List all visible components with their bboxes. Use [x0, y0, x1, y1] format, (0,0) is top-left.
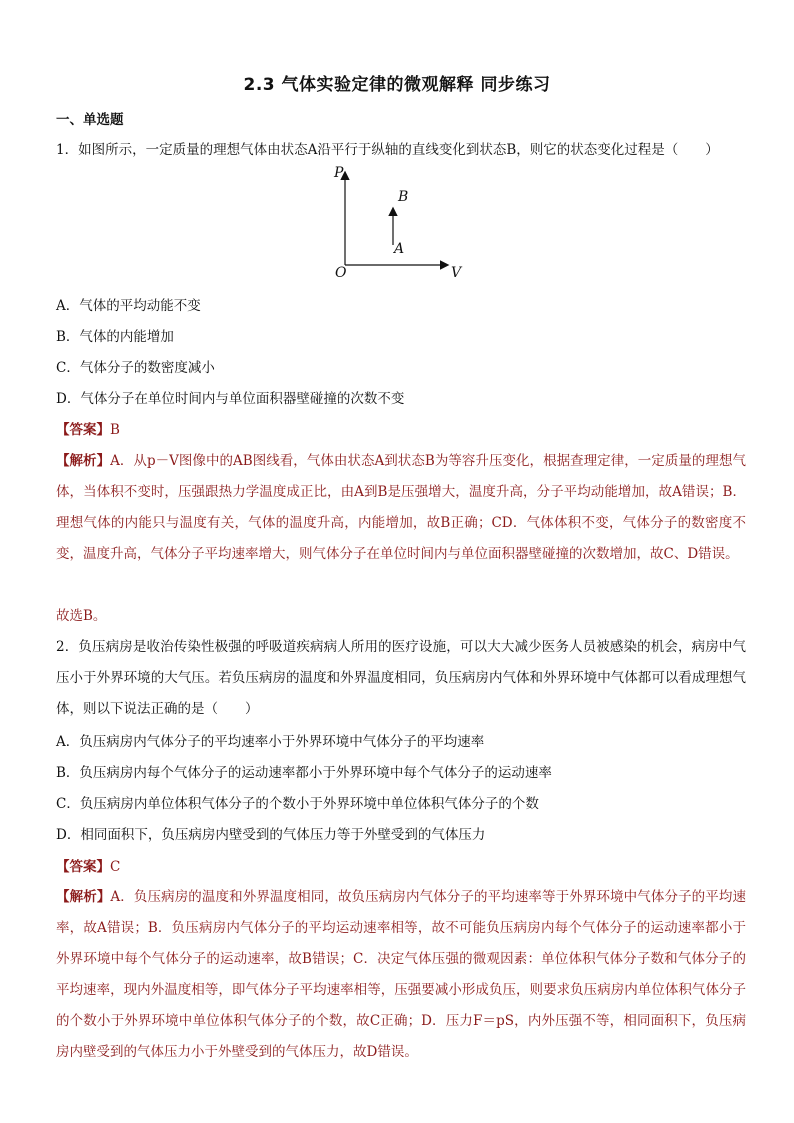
- analysis-tag: 【解析】: [56, 889, 111, 905]
- point-a-label: A: [394, 241, 405, 257]
- q1-conclusion: 故选B。: [56, 608, 107, 624]
- analysis-text: A．从p－V图像中的AB图线看，气体由状态A到状态B为等容升压变化，根据查理定律，一定质量的理想气体，当体积不变时，压强跟热力学温度成正比，由A到B是压强增大，温度升高，分子平均动能增加，故A错误；B．理想气体的内能只与温度有关，气体的温度升高，内能增加，故B正确；CD．气体体积不变，气体分子的数密度不变，温度升高，气体分子平均速率增大，则气体分子在单位时间内与单位面积器壁碰撞的次数增加，故C、D错误。: [56, 453, 746, 562]
- pv-diagram: [322, 165, 467, 285]
- section-heading: 一、单选题: [56, 112, 124, 128]
- q1-analysis: [56, 446, 746, 570]
- point-b-label: B: [398, 189, 409, 205]
- q2-option-a: A．负压病房内气体分子的平均速率小于外界环境中气体分子的平均速率: [56, 734, 485, 750]
- q1-answer: [56, 420, 120, 440]
- p-axis-label: P: [334, 165, 344, 181]
- q2-option-b: B．负压病房内每个气体分子的运动速率都小于外界环境中每个气体分子的运动速率: [56, 765, 552, 781]
- q1-option-b: B．气体的内能增加: [56, 329, 174, 345]
- q1-option-c: C．气体分子的数密度减小: [56, 360, 215, 376]
- analysis-text: A．负压病房的温度和外界温度相同，故负压病房内气体分子的平均速率等于外界环境中气体分子的平均速率，故A错误；B．负压病房内气体分子的平均运动速率相等，故不可能负压病房内每个气体分子的运动速率都小于外界环境中每个气体分子的运动速率，故B错误；C．决定气体压强的微观因素：单位体积气体分子数和气体分子的平均速率，现内外温度相等，即气体分子平均速率相等，压强要减小形成负压，则要求负压病房内单位体积气体分子的个数小于外界环境中单位体积气体分子的个数，故C正确；D．压力F＝pS，内外压强不等，相同面积下，负压病房内壁受到的气体压力小于外壁受到的气体压力，故D错误。: [56, 889, 746, 1060]
- q2-option-d: D．相同面积下，负压病房内壁受到的气体压力等于外壁受到的气体压力: [56, 827, 486, 843]
- q1-option-d: D．气体分子在单位时间内与单位面积器壁碰撞的次数不变: [56, 391, 405, 407]
- q1-option-a: A．气体的平均动能不变: [56, 298, 201, 314]
- question-2-stem: 2．负压病房是收治传染性极强的呼吸道疾病病人所用的医疗设施，可以大大减少医务人员被感染的机会，病房中气压小于外界环境的大气压。若负压病房的温度和外界温度相同，负压病房内气体和外界环境中气体都可以看成理想气体，则以下说法正确的是（ ）: [56, 639, 746, 717]
- answer-value: C: [110, 859, 121, 875]
- question-1-stem: 1．如图所示，一定质量的理想气体由状态A沿平行于纵轴的直线变化到状态B，则它的状态变化过程是（ ）: [56, 142, 719, 158]
- page-title: 2.3 气体实验定律的微观解释 同步练习: [243, 75, 551, 95]
- answer-tag: 【答案】: [56, 422, 110, 438]
- analysis-tag: 【解析】: [56, 453, 111, 469]
- origin-label: O: [335, 265, 347, 281]
- answer-value: B: [110, 422, 120, 438]
- q2-answer: [56, 857, 120, 877]
- q2-option-c: C．负压病房内单位体积气体分子的个数小于外界环境中单位体积气体分子的个数: [56, 796, 539, 812]
- answer-tag: 【答案】: [56, 859, 110, 875]
- v-axis-label: V: [451, 265, 462, 281]
- q2-analysis: [56, 882, 746, 1068]
